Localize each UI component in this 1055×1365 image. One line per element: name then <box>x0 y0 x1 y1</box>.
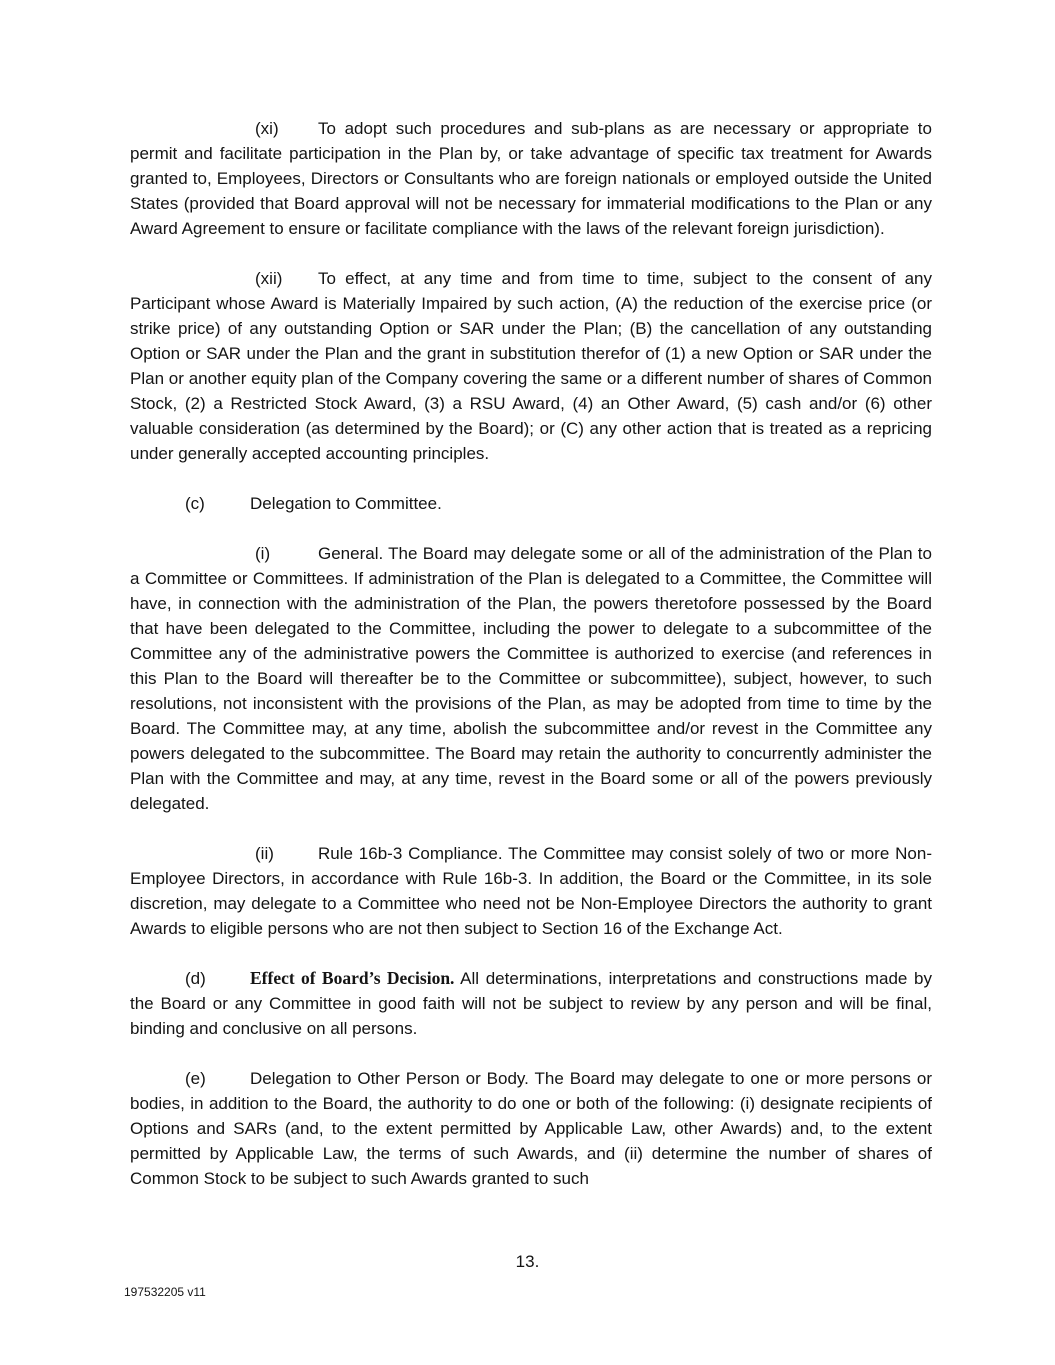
document-body <box>130 116 932 1216</box>
paragraph-xi-label: (xi) <box>255 119 279 138</box>
paragraph-c-label: (c) <box>185 494 205 513</box>
paragraph-i-text: General. The Board may delegate some or all of the administration of the Plan to a Committee or Committees. If administration of the Plan is delegated to a Committee, the Committee will have, in connection with the administration of the Plan, the powers theretofore possessed by the Board that have been delegated to the Committee, including the power to delegate to a subcommittee of the Committee any of the administrative powers the Committee is authorized to exercise (and references in this Plan to the Board will thereafter be to the Committee or subcommittee), subject, however, to such resolutions, not inconsistent with the provisions of the Plan, as may be adopted from time to time by the Board. The Committee may, at any time, abolish the subcommittee and/or revest in the Committee any powers delegated to the subcommittee. The Board may retain the authority to concurrently administer the Plan with the Committee and may, at any time, revest in the Board some or all of the powers previously delegated. <box>130 544 932 813</box>
paragraph-c-text: Delegation to Committee. <box>250 494 442 513</box>
paragraph-d-bold-lead: Effect of Board’s Decision. <box>250 968 455 988</box>
paragraph-d <box>130 966 932 1041</box>
paragraph-e-label: (e) <box>185 1069 206 1088</box>
paragraph-xii <box>130 266 932 466</box>
paragraph-ii-label: (ii) <box>255 844 274 863</box>
paragraph-c <box>130 491 932 516</box>
document-id-footer: 197532205 v11 <box>124 1285 206 1299</box>
paragraph-i <box>130 541 932 816</box>
paragraph-e-text: Delegation to Other Person or Body. The Board may delegate to one or more persons or bodies, in addition to the Board, the authority to do one or both of the following: (i) designate recipients of Options and SARs (and, to the extent permitted by Applicable Law, other Awards) and, to the extent permitted by Applicable Law, the terms of such Awards, and (ii) determine the number of shares of Common Stock to be subject to such Awards granted to such <box>130 1069 932 1188</box>
paragraph-e <box>130 1066 932 1191</box>
paragraph-xi-text: To adopt such procedures and sub-plans as are necessary or appropriate to permit and facilitate participation in the Plan by, or take advantage of specific tax treatment for Awards granted to, Employees, Directors or Consultants who are foreign nationals or employed outside the United States (provided that Board approval will not be necessary for immaterial modifications to the Plan or any Award Agreement to ensure or facilitate compliance with the laws of the relevant foreign jurisdiction). <box>130 119 932 238</box>
paragraph-xii-text: To effect, at any time and from time to time, subject to the consent of any Participant whose Award is Materially Impaired by such action, (A) the reduction of the exercise price (or strike price) of any outstanding Option or SAR under the Plan; (B) the cancellation of any outstanding Option or SAR under the Plan and the grant in substitution therefor of (1) a new Option or SAR under the Plan or another equity plan of the Company covering the same or a different number of shares of Common Stock, (2) a Restricted Stock Award, (3) a RSU Award, (4) an Other Award, (5) cash and/or (6) other valuable consideration (as determined by the Board); or (C) any other action that is treated as a repricing under generally accepted accounting principles. <box>130 269 932 463</box>
paragraph-i-label: (i) <box>255 544 271 563</box>
page-number: 13. <box>515 1252 540 1271</box>
paragraph-d-label: (d) <box>185 969 206 988</box>
paragraph-d-text: All determinations, interpretations and constructions made by the Board or any Committee in good faith will not be subject to review by any person and will be final, binding and conclusive on all persons. <box>130 969 932 1038</box>
paragraph-xii-label: (xii) <box>255 269 283 288</box>
paragraph-xi <box>130 116 932 241</box>
paragraph-ii <box>130 841 932 941</box>
paragraph-ii-text: Rule 16b-3 Compliance. The Committee may consist solely of two or more Non-Employee Directors, in accordance with Rule 16b-3. In addition, the Board or the Committee, in its sole discretion, may delegate to a Committee who need not be Non-Employee Directors the authority to grant Awards to eligible persons who are not then subject to Section 16 of the Exchange Act. <box>130 844 932 938</box>
